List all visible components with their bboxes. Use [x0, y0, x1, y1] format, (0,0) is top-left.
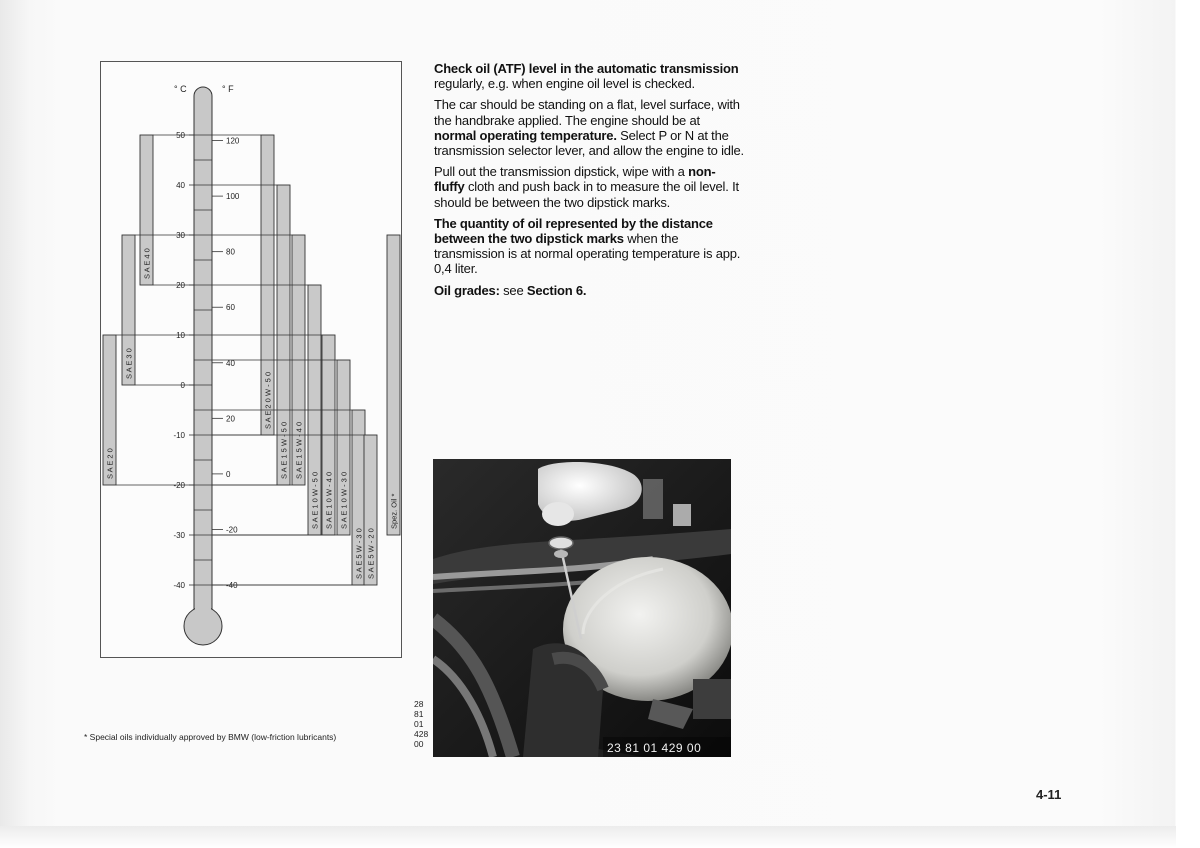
celsius-tick-label: -30: [173, 531, 185, 540]
bold-span: Section 6.: [526, 282, 587, 298]
celsius-tick-label: 10: [176, 331, 185, 340]
oil-bar-label: S A E 1 0 W - 4 0: [324, 471, 334, 529]
celsius-tick-label: 50: [176, 131, 185, 140]
oil-bar-label: S A E 5 W - 3 0: [354, 528, 364, 579]
oil-range-bars: [103, 135, 400, 585]
oil-bar-label: S A E 1 5 W - 5 0: [279, 421, 289, 479]
fahrenheit-tick-label: 100: [226, 192, 240, 202]
bold-span: Oil grades:: [434, 282, 500, 298]
fahrenheit-tick-label: 40: [226, 358, 235, 368]
oil-bar: [387, 235, 400, 535]
text-span: Select P or N at the transmission selector lever, and allow the engine to idle.: [434, 127, 744, 159]
paragraph-dipstick: [434, 164, 744, 210]
paragraph-conditions: [434, 97, 744, 158]
celsius-tick-label: 30: [176, 231, 185, 240]
thermometer: [184, 87, 222, 645]
text-span: regularly, e.g. when engine oil level is checked.: [434, 76, 695, 92]
paragraph-check-level: [434, 61, 744, 91]
celsius-tick-label: -40: [173, 581, 185, 590]
page-number: 4-11: [1036, 787, 1062, 802]
celsius-tick-label: 40: [176, 181, 185, 190]
fahrenheit-tick-label: 20: [226, 414, 235, 424]
instruction-text: [434, 61, 744, 304]
celsius-unit-label: ° C: [174, 84, 187, 94]
chart-reference-number: 28 81 01 428 00: [414, 699, 429, 749]
paragraph-quantity: [434, 216, 744, 277]
bold-span: normal operating temperature.: [434, 127, 617, 143]
bold-span: The quantity of oil represented by the distance between the two dipstick marks: [434, 215, 713, 247]
text-span: see: [499, 282, 527, 298]
oil-bar-label: S A E 1 5 W - 4 0: [294, 421, 304, 479]
oil-bar-label: S A E 3 0: [124, 348, 134, 379]
fahrenheit-unit-label: ° F: [222, 84, 234, 94]
oil-bar-label: S A E 4 0: [142, 248, 152, 279]
photo-reference-number: 23 81 01 429 00: [607, 741, 702, 755]
fahrenheit-tick-label: 80: [226, 247, 235, 257]
dipstick-photo: [433, 459, 731, 757]
fahrenheit-tick-label: -20: [226, 525, 238, 535]
paragraph-oil-grades: [434, 283, 744, 298]
fahrenheit-tick-label: 60: [226, 303, 235, 313]
celsius-tick-label: 0: [180, 381, 185, 390]
thermometer-neck: [195, 592, 211, 622]
celsius-tick-label: -20: [173, 481, 185, 490]
footnote: * Special oils individually approved by BMW (low-friction lubricants): [84, 732, 337, 742]
fahrenheit-tick-label: -40: [226, 581, 238, 590]
oil-bar-label: S A E 1 0 W - 5 0: [310, 471, 320, 529]
text-span: Pull out the transmission dipstick, wipe with a: [434, 164, 689, 180]
oil-bar-label: S A E 2 0 W - 5 0: [263, 371, 273, 429]
oil-bar-label: S A E 1 0 W - 3 0: [339, 471, 349, 529]
oil-bar-label: S A E 2 0: [105, 448, 115, 479]
thermometer-tube: [194, 87, 212, 627]
celsius-tick-label: -10: [173, 431, 185, 440]
fahrenheit-tick-label: 120: [226, 136, 240, 146]
oil-bar-label: S A E 5 W - 2 0: [366, 528, 376, 579]
text-span: The car should be standing on a flat, level surface, with the handbrake applied. The engine should be at: [434, 97, 740, 128]
text-span: when the transmission is at normal operating temperature is app. 0,4 liter.: [434, 231, 741, 277]
fahrenheit-tick-label: 0: [226, 469, 231, 479]
bold-span: non-fluffy: [434, 164, 716, 195]
page-edge-shadow: [0, 826, 1176, 848]
chart-canvas: [101, 62, 401, 657]
photo-illustration: [433, 459, 731, 757]
heading-check-oil: Check oil (ATF) level in the automatic transmission: [434, 61, 739, 76]
oil-bar-label: Spez. Oil *: [389, 493, 399, 529]
celsius-tick-label: 20: [176, 281, 185, 290]
text-span: cloth and push back in to measure the oil level. It should be between the two dipstick marks.: [434, 179, 739, 210]
